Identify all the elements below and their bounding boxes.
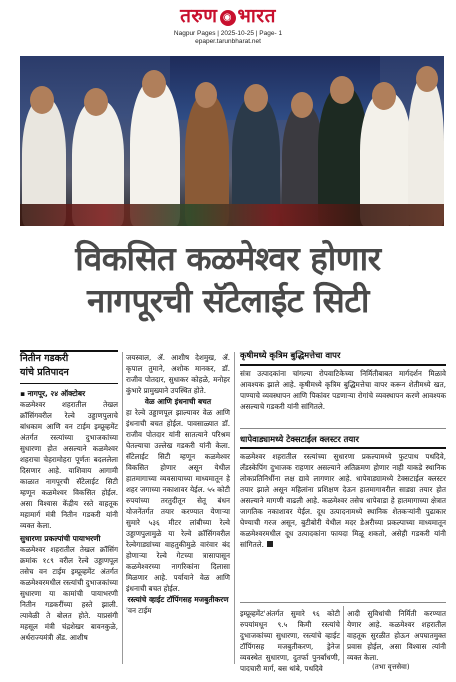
section-subhead: रस्त्यांचे व्हाईट टॉपिंगसह मजबुतीकरण — [127, 595, 229, 604]
epaper-url[interactable]: epaper.tarunbharat.net — [195, 38, 261, 45]
article-paragraph: आदी सुविधांची निर्मिती करण्यात येणार आहे. कळमेश्वर शहरातील वाहतूक सुरळीत होऊन अपघातमुक्त प्रवास होईल, असा विश्वास त्यांनी व्यक्त केला. — [347, 609, 446, 662]
section-subhead: वेळ आणि इंधनाची बचत — [144, 397, 212, 406]
person-head — [244, 84, 268, 112]
sidebar-paragraph: कळमेश्वर शहरातील रस्त्यांच्या सुधारणा प्रकल्पामध्ये फुटपाथ पथदिवे, लँडस्केपिंग दुभाजक राहणार असल्याने अतिक्रमण होणार नाही याकडे स्थानिक लोकप्रतिनिधींना लक्ष द्यावे लागणार आहे. धापेवाड्यामध्ये टेक्सटाईल क्लस्टर तयार झाले असून महिलांना प्रशिक्षण देऊन हातमागावरील साड्या तयार होत असल्याने मागणी वाढली आहे. कळमेश्वर तसेच धापेवाडा हे हातमागाच्या क्षेत्रात जागतिक नकाशावर येईल. दूध उत्पादनामध्ये स्थानिक शेतकऱ्यांनी पुढाकार घेण्याची गरज असून, बुटीबोरी येथील मदर डेअरीच्या प्रकल्पाच्या माध्यमातून कळमेश्वरमधील दूध उत्पादकांना फायदा मिळू शकतो, असेही गडकरी यांनी सांगितले. — [240, 452, 446, 549]
article-paragraph: 'वन टाईम — [126, 606, 152, 615]
person-head — [84, 88, 108, 116]
byline-subtitle: यांचे प्रतिपादन — [20, 367, 69, 378]
ceremony-photo — [20, 56, 444, 226]
main-headline — [10, 238, 446, 322]
person-head — [372, 82, 396, 110]
person-head — [195, 82, 217, 108]
column-divider — [122, 352, 123, 664]
section-divider — [240, 602, 446, 603]
headline-line-1: विकसित कळमेश्वर होणार — [75, 239, 381, 278]
article-paragraph: कळमेश्वर शहरातील तेखल क्रॉसिंग क्रमांक १८९ वरील रेल्वे उड्डाणपूल तसेच वन टाईम इम्प्रूव्हमेंट अंतर्गत कळमेश्वरमधील रस्त्यांची दुभाजकांच्या सुधारणा या कामांची पायाभरणी नितीन गडकरींच्या हस्ते झाली. त्यावेळी ते बोलत होते. याप्रसंगी महसूल मंत्री चंद्रशेखर बावनकुळे, अर्थराज्यमंत्री ॲड. आशीष — [20, 545, 118, 642]
person-head — [30, 86, 54, 114]
sidebar-title: धापेवाड्यामध्ये टेक्सटाईल क्लस्टर तयार — [240, 434, 359, 444]
sidebar-text — [240, 368, 446, 412]
person-head — [330, 76, 354, 104]
person-head — [416, 66, 438, 92]
title-rule — [240, 364, 446, 366]
sidebar-title: कृषीमध्ये कृत्रिम बुद्धिमत्तेचा वापर — [240, 350, 341, 360]
article-column-3 — [240, 608, 340, 674]
sidebar-text — [240, 451, 446, 550]
flower-arrangement — [20, 204, 444, 226]
logo-left-text: तरुण — [180, 5, 218, 27]
newspaper-logo[interactable] — [0, 6, 456, 26]
person-head — [142, 70, 166, 98]
dateline: ▪ नागपूर, २४ ऑक्टोबर — [20, 389, 86, 398]
news-credit: (तभा वृत्तसेवा) — [372, 663, 410, 671]
article-paragraph: इम्प्रूव्हमेंट'अंतर्गत सुमारे ९६ कोटी रुपयांमधून ९.५ किमी रस्त्यांचे दुभाजकांच्या सुधारणा, रस्त्यांचे व्हाईट टॉपिंगसह मजबुतीकरण, ड्रेनेज व्यवस्थेत सुधारणा, दुतर्फा पुनर्बांधणी, पादचारी मार्ग, बस थांबे, पथदिवे — [240, 609, 340, 673]
headline-line-2: नागपूरची सॅटेलाईट सिटी — [87, 281, 369, 320]
section-subhead: सुधारणा प्रकल्पांची पायाभरणी — [20, 534, 101, 543]
article-paragraph: जयस्वाल, ॲ. आशीष देशमुख, ॲ. कृपाल तुमाने, अशोक मानकर, डॉ. राजीव पोतदार, सुधाकर कोहळे, मनोहर कुंभारे प्रामुख्याने उपस्थित होते. — [126, 353, 230, 395]
column-divider — [234, 352, 235, 664]
article-paragraph: कळमेश्वर शहरातील तेखल क्रॉसिंगवरील रेल्वे उड्डाणपुलाचे बांधकाम आणि वन टाईम इम्प्रूव्हमेंट अंतर्गत रस्त्यांच्या दुभाजकांच्या सुधारणा होत असल्याने कळमेश्वर शहराचा चेहरामोहरा पूर्णतः बदललेला दिसणार आहे. याशिवाय आगामी काळात नागपूरची सॅटेलाईट सिटी म्हणून कळमेश्वर विकसित होईल. असा विश्वास केंद्रीय रस्ते वाहतूक महामार्ग मंत्री नितीन गडकरी यांनी व्यक्त केला. — [20, 400, 118, 530]
column-divider — [343, 606, 344, 664]
masthead — [0, 6, 456, 46]
section-divider — [240, 428, 446, 429]
article-column-4 — [347, 608, 446, 663]
edition-line: Nagpur Pages | 2025-10-25 | Page- 1 — [173, 30, 283, 37]
byline-name: नितीन गडकरी — [20, 353, 69, 364]
end-mark-icon — [267, 541, 273, 547]
sidebar-paragraph: संत्रा उत्पादकांना चांगल्या रोपवाटिकेच्या निर्मितीबाबत मार्गदर्शन मिळावे आवश्यक झाले आहे. कृषीमध्ये कृत्रिम बुद्धिमत्तेचा वापर करून शेतीमध्ये खत, पाण्याचे व्यवस्थापन आणि पिकांवर पडणाऱ्या रोगांचे व्यवस्थापन करणे आवश्यक असल्याचे गडकरी यांनी सांगितले. — [240, 369, 446, 411]
article-column-1 — [20, 388, 118, 643]
logo-right-text: भारत — [237, 5, 276, 27]
article-column-2 — [126, 352, 230, 616]
article-paragraph: हा रेल्वे उड्डाणपूल झाल्यावर वेळ आणि इंधनाची बचत होईल. पावसाळ्यात डॉ. राजीव पोतदार यांनी सातत्याने परिश्रम घेतल्याचा उल्लेख गडकरी यांनी केला. सॅटेलाईट सिटी म्हणून कळमेश्वर विकसित होणार असून येथील हातमागाच्या व्यवसायाच्या माध्यमातून हे शहर जगाच्या नकाशावर येईल. ५५ कोटी रुपयांच्या तरतुदीतून सेतू बंधन योजनेंतर्गत तयार करण्यात येणाऱ्या सुमारे ५३६ मीटर लांबीच्या रेल्वे उड्डाणपुलामुळे या रेल्वे क्रॉसिंगवरील रेल्वेगाड्यांच्या वाहतुकीमुळे वारंवार बंद होणाऱ्या रेल्वे गेटच्या त्रासापासून कळमेश्वरच्या नागरिकांना दिलासा मिळणार आहे. पर्यायाने वेळ आणि इंधनाची बचत होईल. — [126, 408, 230, 593]
person-head — [291, 92, 313, 118]
byline-box — [20, 350, 118, 384]
logo-emblem-icon: ◉ — [220, 10, 236, 26]
title-rule — [240, 447, 446, 449]
